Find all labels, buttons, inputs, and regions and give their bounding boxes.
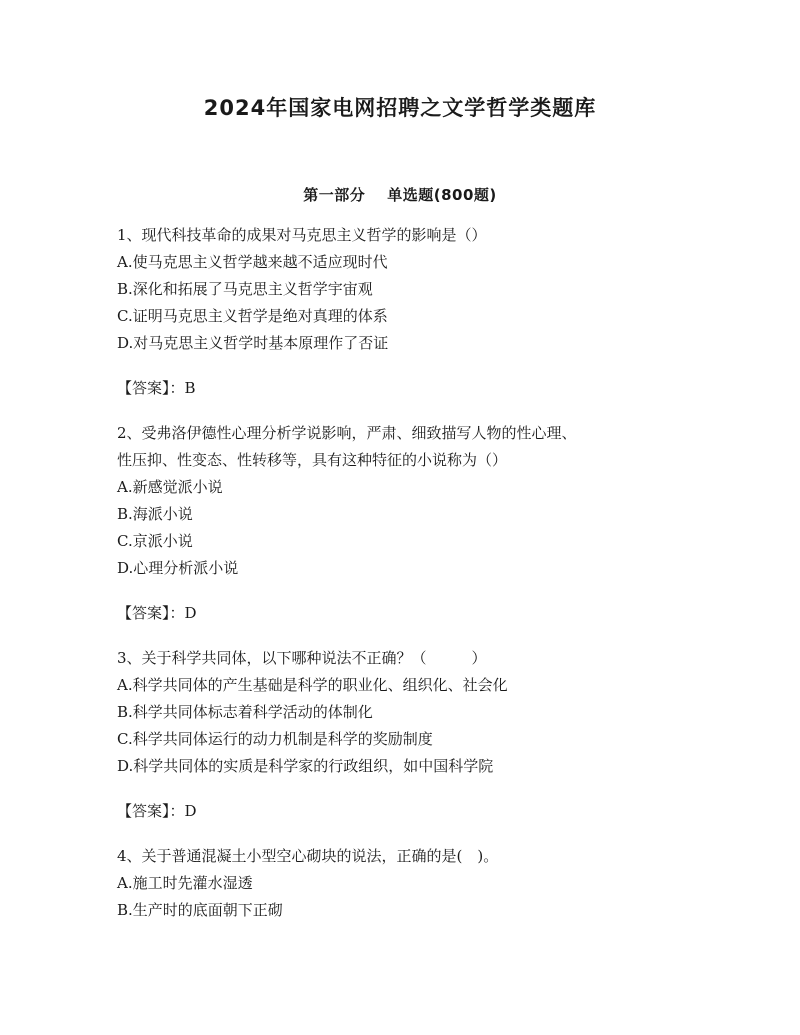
question-1: [117, 222, 717, 402]
option-d: D.心理分析派小说: [117, 559, 239, 577]
question-3: [117, 645, 717, 825]
answer-label: 【答案】：: [117, 379, 185, 397]
option-d: D.科学共同体的实质是科学家的行政组织，如中国科学院: [117, 757, 494, 775]
answer-line: [117, 375, 717, 402]
question-text: 2、受弗洛伊德性心理分析学说影响，严肃、细致描写人物的性心理、: [117, 424, 577, 442]
option-a: A.科学共同体的产生基础是科学的职业化、组织化、社会化: [117, 676, 508, 694]
answer-value: B: [184, 379, 196, 397]
option-c: C.证明马克思主义哲学是绝对真理的体系: [117, 307, 388, 325]
section-heading: [0, 184, 800, 205]
answer-value: D: [184, 802, 197, 820]
question-text: 4、关于普通混凝土小型空心砌块的说法，正确的是( )。: [117, 847, 499, 865]
option-b: B.深化和拓展了马克思主义哲学宇宙观: [117, 280, 373, 298]
answer-line: [117, 798, 717, 825]
question-text: 1、现代科技革命的成果对马克思主义哲学的影响是（）: [117, 226, 487, 244]
question-2: [117, 420, 717, 627]
question-text: 3、关于科学共同体，以下哪种说法不正确？（ ）: [117, 649, 487, 667]
option-d: D.对马克思主义哲学时基本原理作了否证: [117, 334, 389, 352]
answer-label: 【答案】：: [117, 802, 185, 820]
answer-line: [117, 600, 717, 627]
document-title: 2024年国家电网招聘之文学哲学类题库: [203, 96, 597, 120]
answer-label: 【答案】：: [117, 604, 185, 622]
question-text-cont: 性压抑、性变态、性转移等，具有这种特征的小说称为（）: [117, 451, 508, 469]
option-b: B.科学共同体标志着科学活动的体制化: [117, 703, 373, 721]
option-c: C.京派小说: [117, 532, 193, 550]
option-c: C.科学共同体运行的动力机制是科学的奖励制度: [117, 730, 433, 748]
option-a: A.新感觉派小说: [117, 478, 223, 496]
question-4: [117, 843, 717, 924]
question-list: [117, 222, 717, 924]
answer-value: D: [184, 604, 197, 622]
section-part: 第一部分: [303, 186, 366, 204]
section-name: 单选题(800题): [387, 186, 497, 204]
option-b: B.生产时的底面朝下正砌: [117, 901, 283, 919]
option-b: B.海派小说: [117, 505, 193, 523]
option-a: A.施工时先灌水湿透: [117, 874, 253, 892]
option-a: A.使马克思主义哲学越来越不适应现时代: [117, 253, 388, 271]
